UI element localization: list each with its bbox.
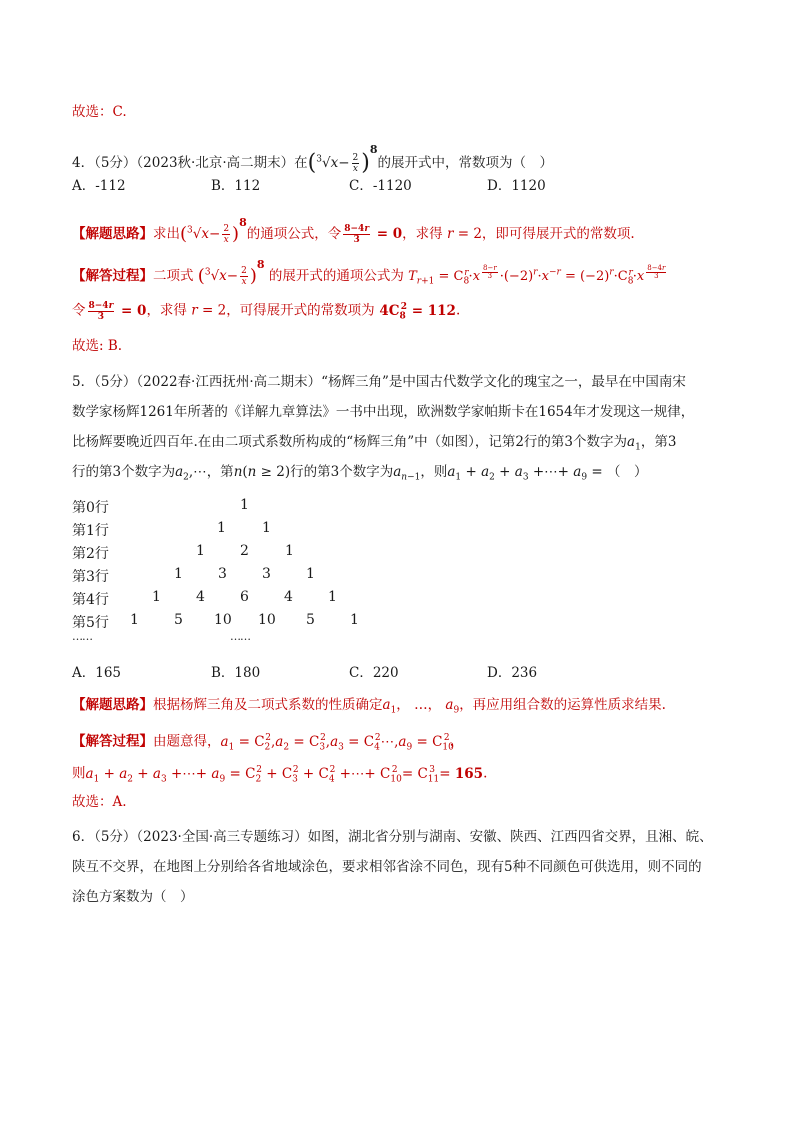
q5-stem-text: 行的第3个数字为: [72, 464, 176, 480]
q4-conclusion-text: ，求得: [146, 302, 187, 319]
q6-stem-line2: 陕互不交界，在地图上分别给各省地域涂色，要求相邻省涂不同色，现有5种不同颜色可供选用，则不同的: [72, 859, 702, 875]
q5-hint-label: 【解题思路】: [72, 697, 153, 713]
pascal-row-label: 第4行: [72, 592, 109, 608]
pascal-number: 10: [258, 612, 276, 628]
pascal-dots-center: ……: [230, 630, 250, 643]
q4-proc-text: 二项式: [153, 268, 194, 284]
q4-stem-suffix: 的展开式中，常数项为（ ）: [377, 155, 553, 171]
q5-proc-text: 由题意得，: [153, 733, 221, 750]
pascal-number: 4: [196, 589, 205, 605]
q5-stem-text: ，第: [206, 464, 234, 480]
q5-stem-text: ，则: [420, 464, 448, 480]
q5-option-c: C．220: [349, 665, 399, 681]
pascal-number: 1: [217, 520, 226, 536]
q5-proc-text: 则: [72, 765, 86, 782]
pascal-number: 5: [306, 612, 315, 628]
pascal-dots-left: ……: [72, 630, 92, 643]
q4-expression: ($^3$√x− $\frac{2}{x}$ )$^8$: [307, 143, 378, 176]
pascal-number: 1: [285, 543, 294, 559]
pascal-number: 5: [174, 612, 183, 628]
pascal-number: 1: [240, 497, 249, 513]
q5-proc-label: 【解答过程】: [72, 733, 153, 750]
q4-hint: 【解题思路】求出($^3$√x− $\frac{2}{x}$ )$^8$的通项公式，令 $\frac{8-4r}{3}$ = 0，求得 r = 2，即可得展开式的常数项.: [72, 216, 635, 245]
q4-proc-label: 【解答过程】: [72, 268, 153, 284]
q5-stem-text: （ ）: [606, 464, 648, 480]
q5-option-d: D．236: [487, 665, 538, 681]
q5-answer: 故选：A.: [72, 794, 127, 810]
pascal-number: 4: [284, 589, 293, 605]
pascal-number: 3: [262, 566, 271, 582]
q4-answer: 故选: B.: [72, 338, 123, 354]
pascal-row-label: 第1行: [72, 523, 109, 539]
q4-hint-text: ，求得: [402, 226, 443, 242]
q4-option-d: D．1120: [487, 178, 546, 194]
q6-stem-line3: 涂色方案数为（ ）: [72, 889, 194, 905]
q5-stem-line3: 比杨辉要晚近四百年.在由二项式系数所构成的“杨辉三角”中（如图），记第2行的第3个数字为$a_1$，第3: [72, 434, 677, 453]
q3-answer: 故选：C.: [72, 104, 127, 120]
q5-process-line2: 则$a_1 + a_2 + a_3$ +⋯+ $a_9 = C_2^2 + C_3^2 + C_4^2$ +⋯+ $C_{10}^2 = C_{11}^3 = 165$.: [72, 765, 488, 785]
pascal-number: 1: [262, 520, 271, 536]
pascal-number: 1: [130, 612, 139, 628]
pascal-number: 1: [196, 543, 205, 559]
q5-hint: 【解题思路】根据杨辉三角及二项式系数的性质确定$a_1$， …， $a_9$，再应用组合数的运算性质求结果.: [72, 697, 666, 716]
q4-conclusion: 令 $\frac{8-4r}{3}$ = 0，求得 r = 2，可得展开式的常数项为 $4C_8^2 = 112$.: [72, 300, 461, 322]
q5-stem-text: 比杨辉要晚近四百年.在由二项式系数所构成的“杨辉三角”中（如图），记第2行的第3个数字为: [72, 434, 628, 450]
q4-proc-text: 的展开式的通项公式为: [268, 268, 404, 284]
q5-stem-line4: 行的第3个数字为$a_2,\cdots$，第n(n ≥ 2)行的第3个数字为$a_{n-1}$，则$a_1 + a_2 + a_3$ +⋯+ $a_9$ = （ ）: [72, 464, 648, 483]
q4-hint-text: 求出: [153, 226, 180, 242]
q4-stem-prefix: 4．（5分）（2023秋·北京·高二期末）在: [72, 155, 308, 171]
q6-stem-line1: 6．（5分）（2023·全国·高三专题练习）如图，湖北省分别与湖南、安徽、陕西、江西四省交界，且湘、皖、: [72, 829, 713, 845]
pascal-row-label: 第3行: [72, 569, 109, 585]
pascal-number: 1: [306, 566, 315, 582]
pascal-number: 1: [350, 612, 359, 628]
q5-hint-text: ，再应用组合数的运算性质求结果.: [459, 697, 666, 713]
q5-stem-line1: 5．（5分）（2022春·江西抚州·高二期末）“杨辉三角”是中国古代数学文化的瑰宝之一，最早在中国南宋: [72, 374, 686, 390]
pascal-row-label: 第0行: [72, 500, 109, 516]
q4-option-c: C．-1120: [349, 178, 412, 194]
pascal-number: 6: [240, 589, 249, 605]
pascal-number: 2: [240, 543, 249, 559]
pascal-row-label: 第2行: [72, 546, 109, 562]
q4-conclusion-text: 令: [72, 302, 86, 319]
pascal-number: 3: [218, 566, 227, 582]
q4-process: 【解答过程】二项式 ($^3$√x− $\frac{2}{x}$ )$^8$ 的展开式的通项公式为 $T_{r+1} = C_8^r\cdot x$ $^{\frac{8-r}{3}}$ $\cdot(-2)^r\cdot x^{-r} = (-2)^r\cdot C_8^r\cdot x$ $^{\frac{8-4r}{3}}$: [72, 258, 666, 287]
q4-hint-text: ，即可得展开式的常数项.: [481, 226, 635, 242]
q4-hint-label: 【解题思路】: [72, 226, 153, 242]
q4-option-b: B．112: [211, 178, 261, 194]
q5-process: 【解答过程】由题意得，$a_1 = C_2^2,a_2 = C_3^2,a_3$ = $C_4^2\cdots,a_9 = C_{10}^2$，: [72, 733, 464, 753]
q4-hint-text: 的通项公式，令: [246, 226, 342, 242]
q5-option-a: A．165: [72, 665, 122, 681]
q5-option-b: B．180: [211, 665, 261, 681]
q4-conclusion-text: ，可得展开式的常数项为: [226, 302, 375, 319]
q5-stem-text: 行的第3个数字为: [290, 464, 394, 480]
q5-hint-text: 根据杨辉三角及二项式系数的性质确定: [153, 697, 383, 713]
pascal-number: 1: [328, 589, 337, 605]
pascal-number: 10: [214, 612, 232, 628]
q5-stem-text: ，第3: [640, 434, 677, 450]
pascal-number: 1: [152, 589, 161, 605]
q5-stem-line2: 数学家杨辉1261年所著的《详解九章算法》一书中出现，欧洲数学家帕斯卡在1654年才发现这一规律，: [72, 404, 695, 420]
q4-stem: [72, 140, 553, 174]
pascal-number: 1: [174, 566, 183, 582]
pascal-row-label: 第5行: [72, 615, 109, 631]
q4-option-a: A．-112: [72, 178, 126, 194]
